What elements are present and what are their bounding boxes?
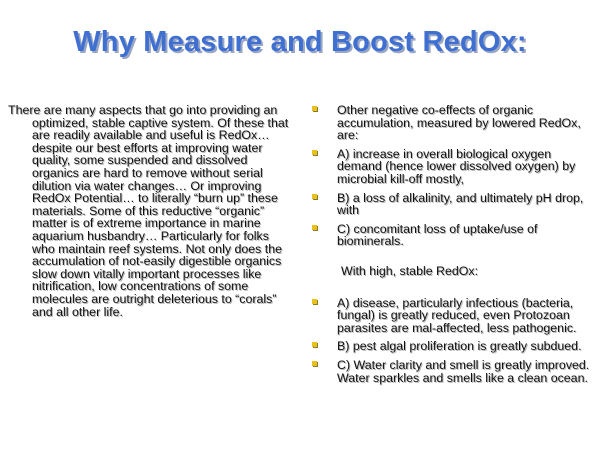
list-item <box>312 340 598 353</box>
bullet-text: B) a loss of alkalinity, and ultimately pH drop, with <box>337 190 584 218</box>
bullet-text: B) pest algal proliferation is greatly subdued. <box>337 339 582 354</box>
slide-title: Why Measure and Boost RedOx: <box>73 26 527 58</box>
bullet-text: A) increase in overall biological oxygen demand (hence lower dissolved oxygen) by microbial kill-off mostly, <box>337 146 576 186</box>
bullet-text: C) Water clarity and smell is greatly improved. Water sparkles and smells like a clean ocean. <box>337 357 590 385</box>
square-bullet-icon <box>312 194 317 199</box>
negative-effects-list <box>312 104 598 248</box>
left-paragraph: There are many aspects that go into providing an optimized, stable captive system. Of these that are readily available and useful is RedOx… despite our best efforts at improving water quality, some suspended and dissolved organics are hard to remove without serial dilution via water changes… Or improving RedOx Potential… to literally “burn up” these materials. Some of this reductive “organic” matter is of extreme importance in marine aquarium husbandry… Particularly for folks who maintain reef systems. Not only does the accumulation of not-easily digestible organics slow down vitally important processes like nitrification, low concentrations of some molecules are outright deleterious to “corals” and all other life. <box>8 103 289 319</box>
bullet-text: A) disease, particularly infectious (bacteria, fungal) is greatly reduced, even Protozoan parasites are mal-affected, less pathogenic. <box>337 295 577 335</box>
list-item <box>312 297 598 335</box>
square-bullet-icon <box>312 361 317 366</box>
subheading: With high, stable RedOx: <box>341 263 479 278</box>
list-item <box>312 192 598 217</box>
square-bullet-icon <box>312 150 317 155</box>
square-bullet-icon <box>312 342 317 347</box>
list-item <box>312 148 598 186</box>
list-item <box>312 223 598 248</box>
list-item <box>312 359 598 384</box>
benefits-list <box>312 297 598 385</box>
square-bullet-icon <box>312 299 317 304</box>
square-bullet-icon <box>312 106 317 111</box>
right-column <box>312 104 598 390</box>
square-bullet-icon <box>312 225 317 230</box>
bullet-text: Other negative co-effects of organic accumulation, measured by lowered RedOx, are: <box>337 103 581 143</box>
list-item <box>312 104 598 142</box>
bullet-text: C) concomitant loss of uptake/use of biominerals. <box>337 221 538 249</box>
